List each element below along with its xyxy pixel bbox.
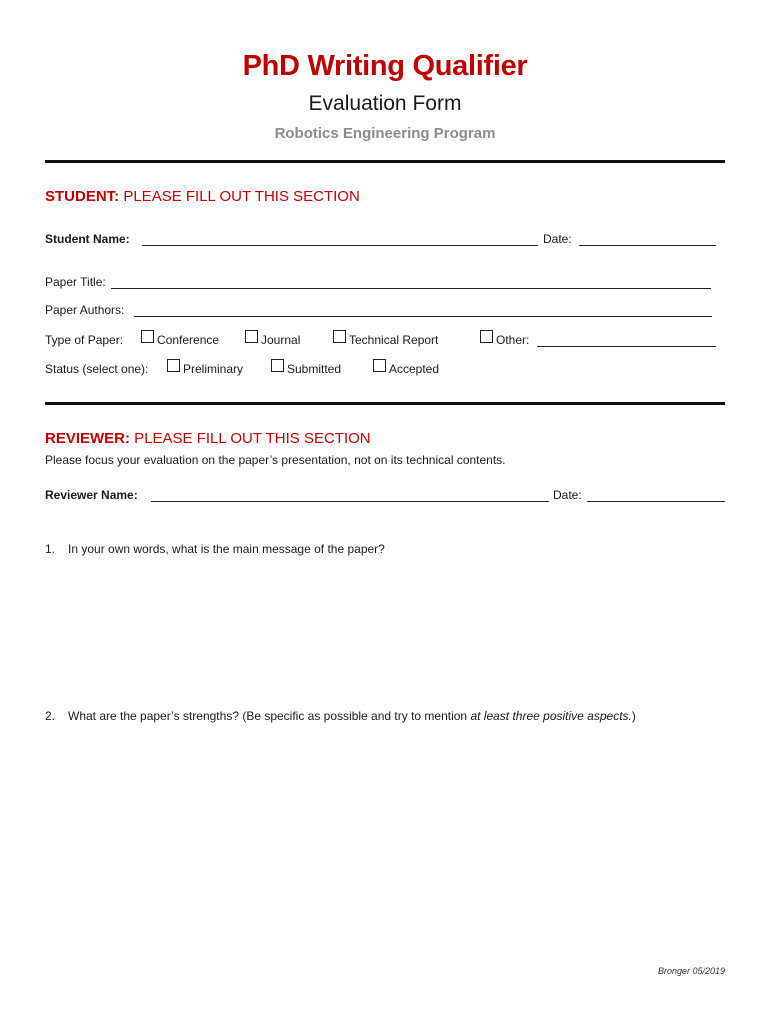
form-subtitle: Evaluation Form (308, 92, 462, 115)
reviewer-name-label: Reviewer Name: (45, 488, 138, 502)
paper-title-label: Paper Title: (45, 275, 106, 289)
accepted-checkbox[interactable] (373, 359, 386, 372)
question-2-text-emphasis: at least three positive aspects. (470, 709, 632, 723)
reviewer-section-heading (45, 430, 371, 447)
paper-authors-field[interactable] (134, 316, 712, 317)
program-name: Robotics Engineering Program (274, 125, 496, 142)
reviewer-date-label: Date: (553, 488, 582, 502)
section-divider (45, 160, 725, 163)
reviewer-date-field[interactable] (587, 501, 725, 502)
student-name-label: Student Name: (45, 232, 130, 246)
student-name-field[interactable] (142, 245, 538, 246)
accepted-option-label: Accepted (389, 362, 440, 376)
paper-title-field[interactable] (111, 288, 711, 289)
reviewer-name-field[interactable] (151, 501, 549, 502)
technical-report-checkbox[interactable] (333, 330, 346, 343)
preliminary-checkbox[interactable] (167, 359, 180, 372)
journal-option-label: Journal (261, 333, 301, 347)
question-1-number: 1. (45, 542, 56, 556)
student-heading-rest: PLEASE FILL OUT THIS SECTION (119, 188, 360, 205)
question-1-text: In your own words, what is the main message of the paper? (68, 542, 385, 556)
other-checkbox[interactable] (480, 330, 493, 343)
footer-credit: Bronger 05/2019 (657, 966, 725, 976)
paper-authors-label: Paper Authors: (45, 303, 125, 317)
submitted-option-label: Submitted (287, 362, 342, 376)
reviewer-instruction: Please focus your evaluation on the paper’s presentation, not on its technical contents. (45, 453, 506, 467)
other-type-field[interactable] (537, 346, 716, 347)
reviewer-heading-bold: REVIEWER: (45, 430, 131, 447)
form-title: PhD Writing Qualifier (242, 50, 528, 82)
reviewer-heading-rest: PLEASE FILL OUT THIS SECTION (130, 430, 371, 447)
submitted-checkbox[interactable] (271, 359, 284, 372)
other-option-label: Other: (496, 333, 530, 347)
student-date-field[interactable] (579, 245, 716, 246)
conference-checkbox[interactable] (141, 330, 154, 343)
section-divider (45, 402, 725, 405)
type-of-paper-label: Type of Paper: (45, 333, 124, 347)
student-date-label: Date: (543, 232, 572, 246)
question-2-number: 2. (45, 709, 56, 723)
status-label: Status (select one): (45, 362, 149, 376)
preliminary-option-label: Preliminary (183, 362, 244, 376)
question-2-text (68, 709, 636, 723)
question-2-answer-area[interactable] (68, 732, 725, 942)
student-section-heading (45, 188, 360, 205)
question-1-answer-area[interactable] (68, 565, 725, 690)
student-heading-bold: STUDENT: (45, 188, 120, 205)
technical-report-option-label: Technical Report (349, 333, 439, 347)
question-2-text-main: What are the paper’s strengths? (Be specific as possible and try to mention (68, 709, 471, 723)
conference-option-label: Conference (157, 333, 220, 347)
journal-checkbox[interactable] (245, 330, 258, 343)
question-2-text-end: ) (631, 709, 636, 723)
